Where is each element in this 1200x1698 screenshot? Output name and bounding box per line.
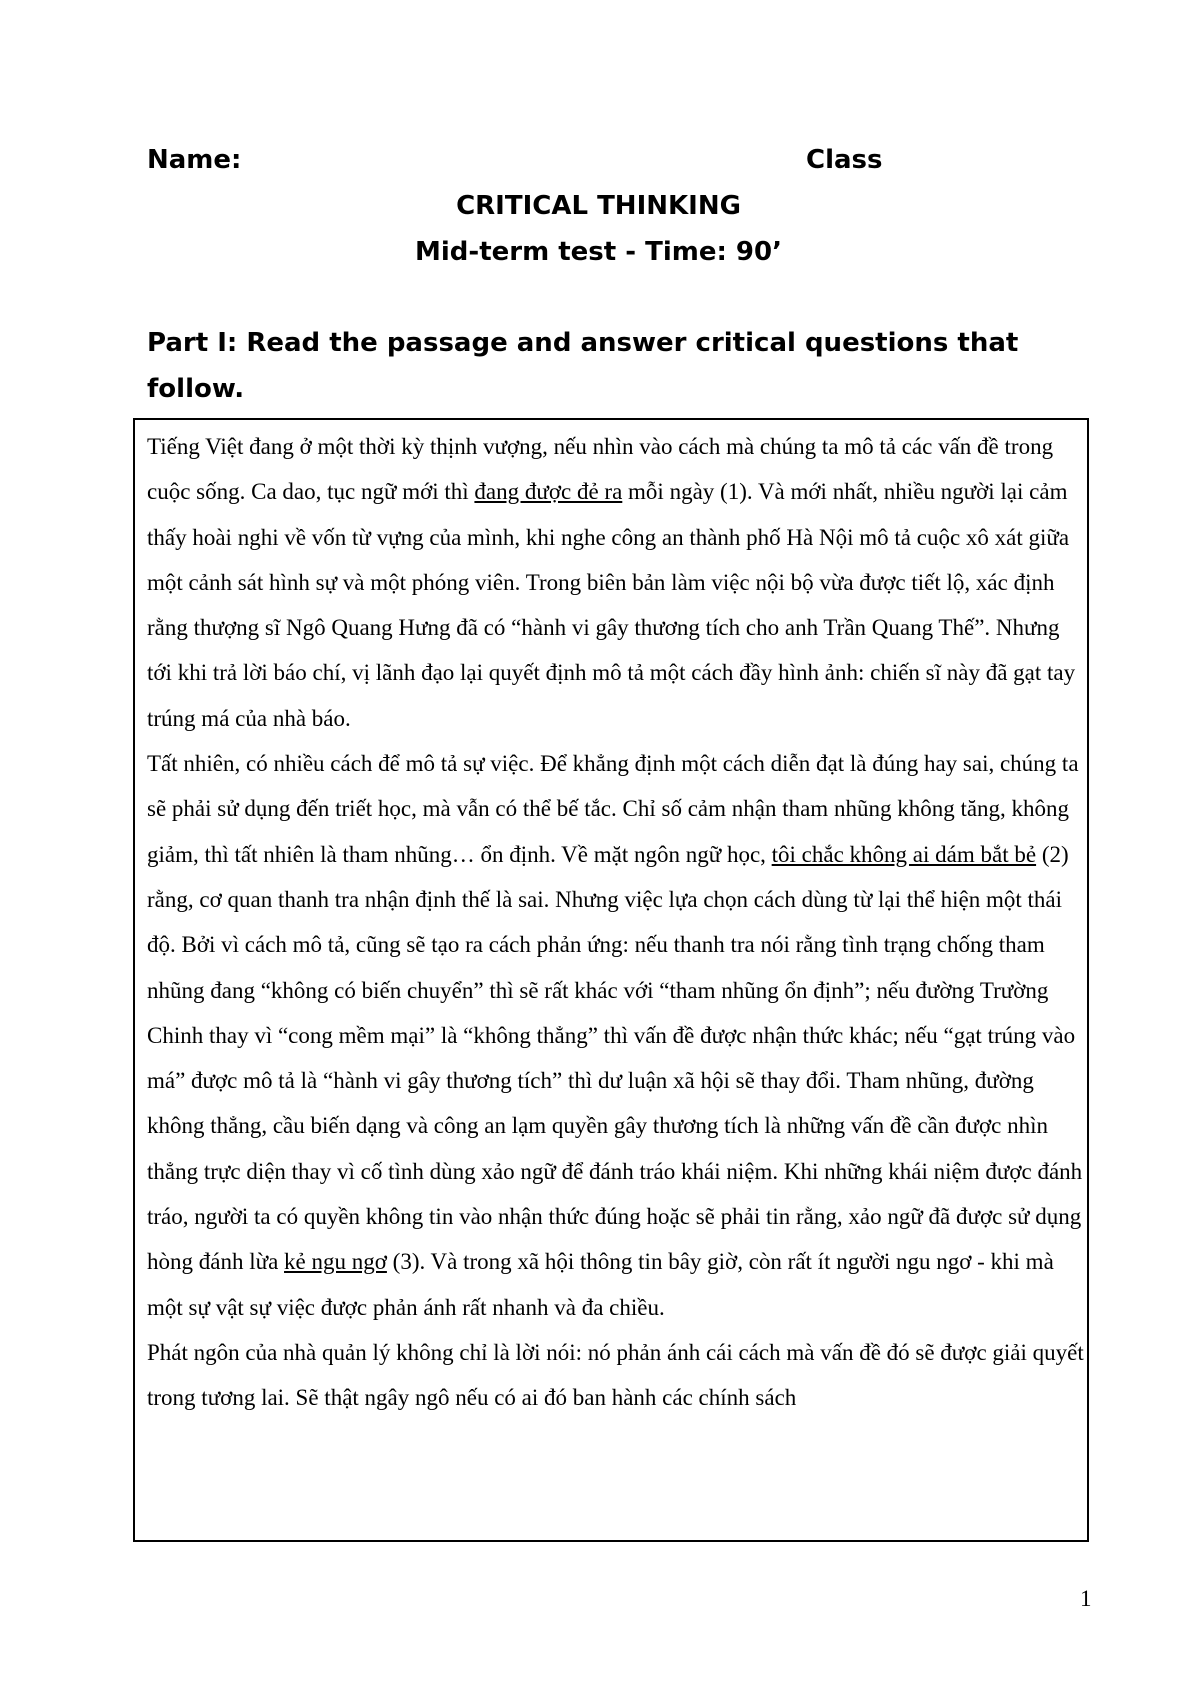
part-heading: Part I: Read the passage and answer critical questions that follow. [147,328,1019,404]
test-subtitle: Mid-term test - Time: 90’ [415,237,782,267]
passage-box [133,418,1089,1542]
class-label: Class [806,145,883,175]
name-label: Name: [147,145,242,175]
passage-text [147,424,1087,1421]
underlined-phrase-1: đang được đẻ ra [474,479,623,505]
underlined-phrase-2: tôi chắc không ai dám bắt bẻ [771,841,1037,867]
passage-paragraph-1: Tiếng Việt đang ở một thời kỳ thịnh vượng, nếu nhìn vào cách mà chúng ta mô tả các vấn đề trong cuộc sống. Ca dao, tục ngữ mới thì đang được đẻ ra mỗi ngày (1). Và mới nhất, nhiều người lại cảm thấy hoài nghi về vốn từ vựng của mình, khi nghe công an thành phố Hà Nội mô tả cuộc xô xát giữa một cảnh sát hình sự và một phóng viên. Trong biên bản làm việc nội bộ vừa được tiết lộ, xác định rằng thượng sĩ Ngô Quang Hưng đã có “hành vi gây thương tích cho anh Trần Quang Thế”. Nhưng tới khi trả lời báo chí, vị lãnh đạo lại quyết định mô tả một cách đầy hình ảnh: chiến sĩ này đã gạt tay trúng má của nhà báo. [147,434,1076,731]
passage-paragraph-3: Phát ngôn của nhà quản lý không chỉ là lời nói: nó phản ánh cái cách mà vấn đề đó sẽ được giải quyết trong tương lai. Sẽ thật ngây ngô nếu có ai đó ban hành các chính sách [147,1339,1084,1411]
document-title: CRITICAL THINKING [456,191,741,221]
passage-paragraph-2: Tất nhiên, có nhiều cách để mô tả sự việc. Để khẳng định một cách diễn đạt là đúng hay sai, chúng ta sẽ phải sử dụng đến triết học, mà vẫn có thể bế tắc. Chỉ số cảm nhận tham nhũng không tăng, không giảm, thì tất nhiên là tham nhũng… ổn định. Về mặt ngôn ngữ học, tôi chắc không ai dám bắt bẻ (2) rằng, cơ quan thanh tra nhận định thế là sai. Nhưng việc lựa chọn cách dùng từ lại thể hiện một thái độ. Bởi vì cách mô tả, cũng sẽ tạo ra cách phản ứng: nếu thanh tra nói rằng tình trạng chống tham nhũng đang “không có biến chuyển” thì sẽ rất khác với “tham nhũng ổn định”; nếu đường Trường Chinh thay vì “cong mềm mại” là “không thẳng” thì vấn đề được nhận thức khác; nếu “gạt trúng vào má” được mô tả là “hành vi gây thương tích” thì dư luận xã hội sẽ thay đổi. Tham nhũng, đường không thẳng, cầu biến dạng và công an lạm quyền gây thương tích là những vấn đề cần được nhìn thẳng trực diện thay vì cố tình dùng xảo ngữ để đánh tráo khái niệm. Khi những khái niệm được đánh tráo, người ta có quyền không tin vào nhận thức đúng hoặc sẽ phải tin rằng, xảo ngữ đã được sử dụng hòng đánh lừa kẻ ngu ngơ (3). Và trong xã hội thông tin bây giờ, còn rất ít người ngu ngơ - khi mà một sự vật sự việc được phản ánh rất nhanh và đa chiều. [147,751,1083,1320]
page-number: 1 [1080,1586,1092,1611]
underlined-phrase-3: kẻ ngu ngơ [284,1249,387,1275]
name-class-row [147,137,1050,183]
